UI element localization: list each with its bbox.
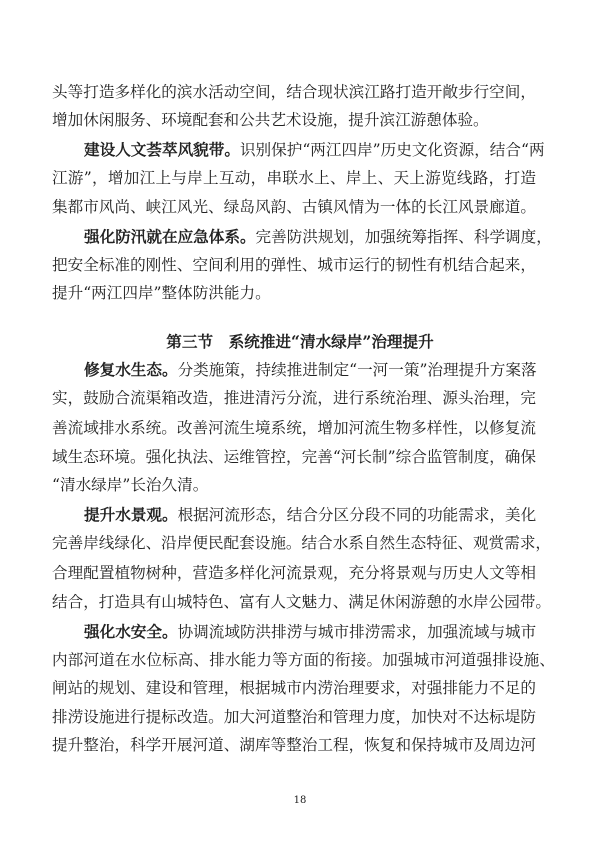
text-line	[52, 651, 555, 669]
text-line	[52, 736, 536, 754]
paragraph-lead-heading: 建设人文荟萃风貌带。	[84, 140, 240, 159]
text-line-content: 闸站的规划、建设和管理，根据城市内涝治理要求，对强排能力不足的	[52, 679, 536, 697]
text-line-content: 提升整治，科学开展河道、湖库等整治工程，恢复和保持城市及周边河	[52, 736, 536, 754]
text-line	[52, 534, 552, 552]
text-line-content: “清水绿岸”长治久清。	[52, 476, 209, 494]
text-line	[52, 476, 536, 494]
text-line	[84, 227, 552, 246]
text-line	[52, 679, 536, 697]
text-line-content: 分类施策，持续推进制定“一河一策”治理提升方案落	[177, 361, 537, 379]
text-line	[52, 198, 536, 216]
text-line-content: 实，鼓励合流渠箱改造，推进清污分流，进行系统治理、源头治理，完	[52, 389, 536, 407]
text-line	[52, 284, 536, 302]
text-line-content: 善流域排水系统。改善河流生境系统，增加河流生物多样性，以修复流	[52, 419, 536, 437]
text-line-content: 排涝设施进行提标改造。加大河道整治和管理力度，加快对不达标堤防	[52, 708, 536, 726]
text-line	[52, 83, 536, 101]
paragraph-lead-heading: 提升水景观。	[84, 505, 178, 524]
text-line-content: 内部河道在水位标高、排水能力等方面的衔接。加强城市河道强排设施、	[52, 651, 555, 669]
text-line-content: 增加休闲服务、环境配套和公共艺术设施，提升滨江游憩体验。	[52, 111, 489, 129]
paragraph-lead-heading: 修复水生态。	[84, 360, 178, 379]
text-line-content: 集都市风尚、峡江风光、绿岛风韵、古镇风情为一体的长江风景廊道。	[52, 198, 536, 216]
text-line-content: 完善防洪规划，加强统筹指挥、科学调度，	[255, 228, 552, 246]
text-line-content: 合理配置植物树种，营造多样化河流景观，充分将景观与历史人文等相	[52, 564, 536, 582]
paragraph-lead-heading: 强化水安全。	[84, 622, 178, 641]
text-line-content: 江游”，增加江上与岸上互动，串联水上、岸上、天上游览线路，打造	[52, 169, 536, 187]
text-line-content: 域生态环境。强化执法、运维管控，完善“河长制”综合监管制度，确保	[52, 448, 536, 466]
text-line	[52, 169, 536, 187]
text-line	[52, 448, 536, 466]
text-line	[52, 593, 552, 611]
text-line	[52, 564, 536, 582]
text-line	[84, 140, 545, 159]
text-line	[84, 506, 536, 524]
text-line	[52, 256, 536, 274]
text-line-content: 提升“两江四岸”整体防洪能力。	[52, 284, 271, 302]
text-line-content: 完善岸线绿化、沿岸便民配套设施。结合水系自然生态特征、观赏需求，	[52, 534, 552, 552]
paragraph-lead-heading: 强化防汛就在应急体系。	[84, 227, 256, 246]
page-number: 18	[293, 795, 307, 806]
text-line	[52, 419, 536, 437]
text-line	[84, 361, 536, 379]
text-line-content: 头等打造多样化的滨水活动空间，结合现状滨江路打造开敞步行空间，	[52, 83, 536, 101]
text-line	[84, 623, 536, 641]
text-line	[52, 708, 536, 726]
text-line-content: 协调流域防洪排涝与城市排涝需求，加强流域与城市	[177, 623, 537, 641]
text-line	[52, 111, 536, 129]
section-heading: 第三节 系统推进“清水绿岸”治理提升	[166, 332, 434, 351]
text-line-content: 识别保护“两江四岸”历史文化资源，结合“两	[239, 141, 545, 159]
text-line-content: 结合，打造具有山城特色、富有人文魅力、满足休闲游憩的水岸公园带。	[52, 593, 552, 611]
text-line	[52, 389, 536, 407]
text-line-content: 把安全标准的刚性、空间利用的弹性、城市运行的韧性有机结合起来，	[52, 256, 536, 274]
text-line-content: 根据河流形态，结合分区分段不同的功能需求，美化	[177, 506, 537, 524]
